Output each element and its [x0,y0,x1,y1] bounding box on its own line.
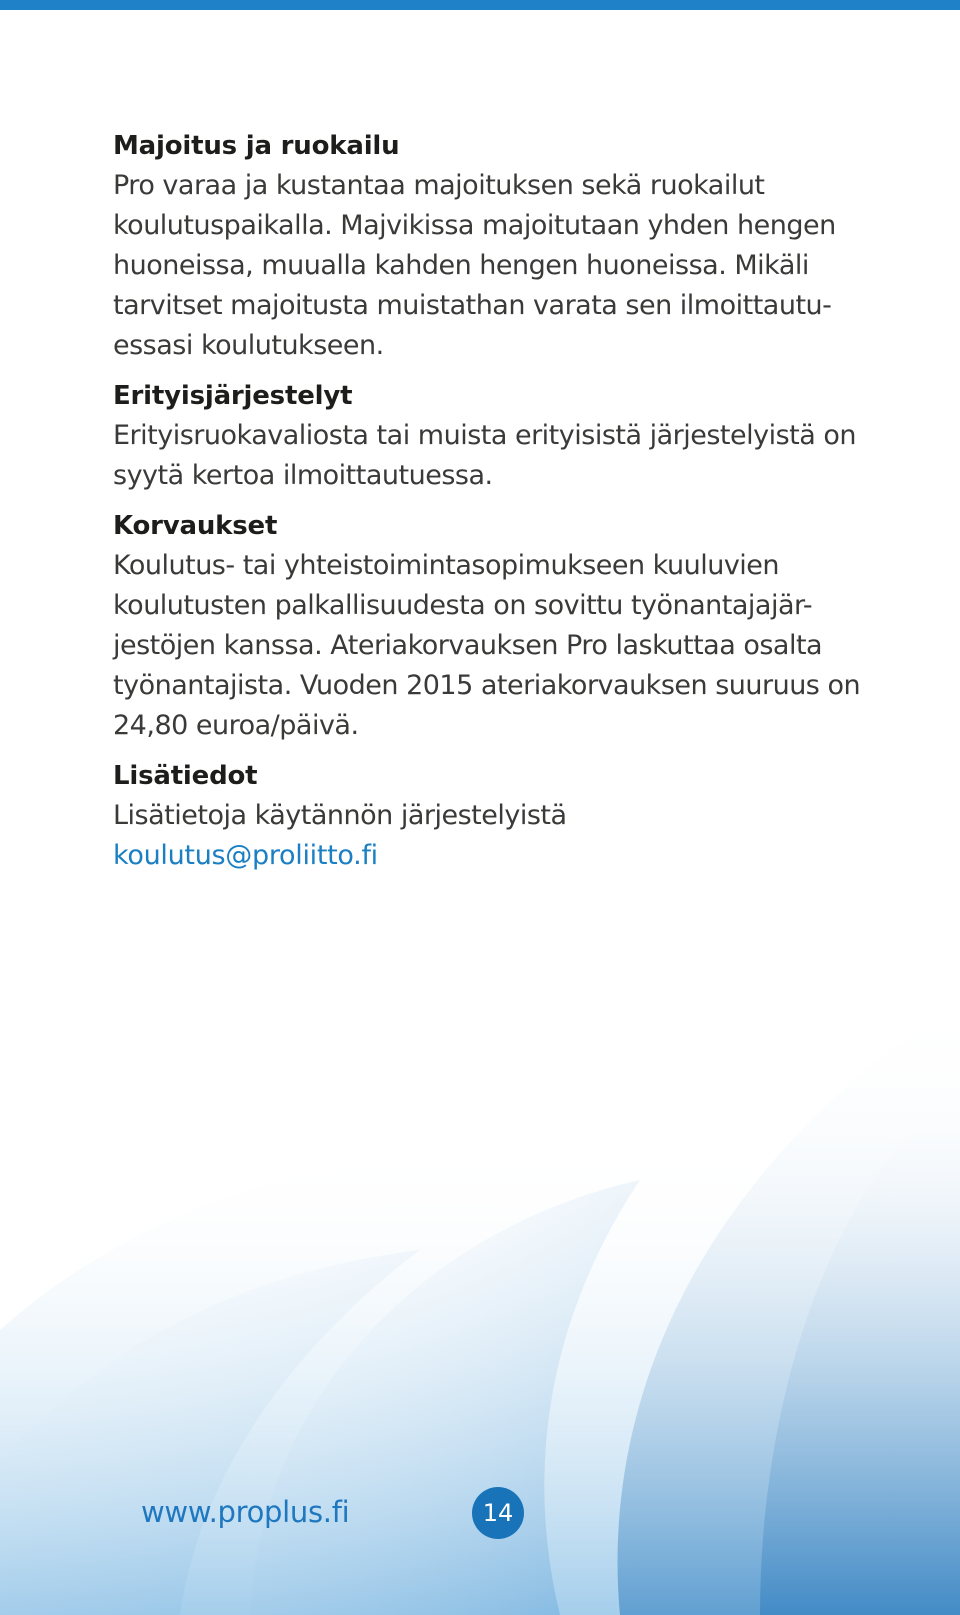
text-line: työnantajista. Vuoden 2015 ateriakorvauksen suuruus on [113,670,861,701]
section-accommodation [113,126,903,366]
text-line: Koulutus- tai yhteistoimintasopimukseen kuuluvien [113,550,780,581]
section-paragraph [113,546,903,746]
text-line: tarvitset majoitusta muistathan varata sen ilmoittautu- [113,290,832,321]
section-more-info [113,756,903,876]
text-line: Lisätietoja käytännön järjestelyistä [113,800,567,831]
text-line: Erityisruokavaliosta tai muista erityisistä järjestelyistä on [113,420,857,451]
text-line: essasi koulutukseen. [113,330,384,361]
main-content [113,126,903,886]
footer-website-link[interactable]: www.proplus.fi [141,1495,350,1529]
section-heading: Korvaukset [113,511,278,541]
section-paragraph [113,416,903,496]
text-line: huoneissa, muualla kahden hengen huoneissa. Mikäli [113,250,809,281]
section-special-arrangements [113,376,903,496]
section-heading: Majoitus ja ruokailu [113,131,400,161]
page-number-badge: 14 [472,1487,524,1539]
text-line: Pro varaa ja kustantaa majoituksen sekä ruokailut [113,170,765,201]
text-line: koulutusten palkallisuudesta on sovittu työnantajajär- [113,590,813,621]
section-paragraph [113,166,903,366]
text-line: jestöjen kanssa. Ateriakorvauksen Pro laskuttaa osalta [113,630,823,661]
text-line: koulutuspaikalla. Majvikissa majoitutaan yhden hengen [113,210,836,241]
section-compensation [113,506,903,746]
email-link[interactable]: koulutus@proliitto.fi [113,840,378,871]
section-paragraph [113,796,903,836]
section-heading: Lisätiedot [113,761,258,791]
section-heading: Erityisjärjestelyt [113,381,353,411]
text-line: syytä kertoa ilmoittautuessa. [113,460,493,491]
text-line: 24,80 euroa/päivä. [113,710,359,741]
